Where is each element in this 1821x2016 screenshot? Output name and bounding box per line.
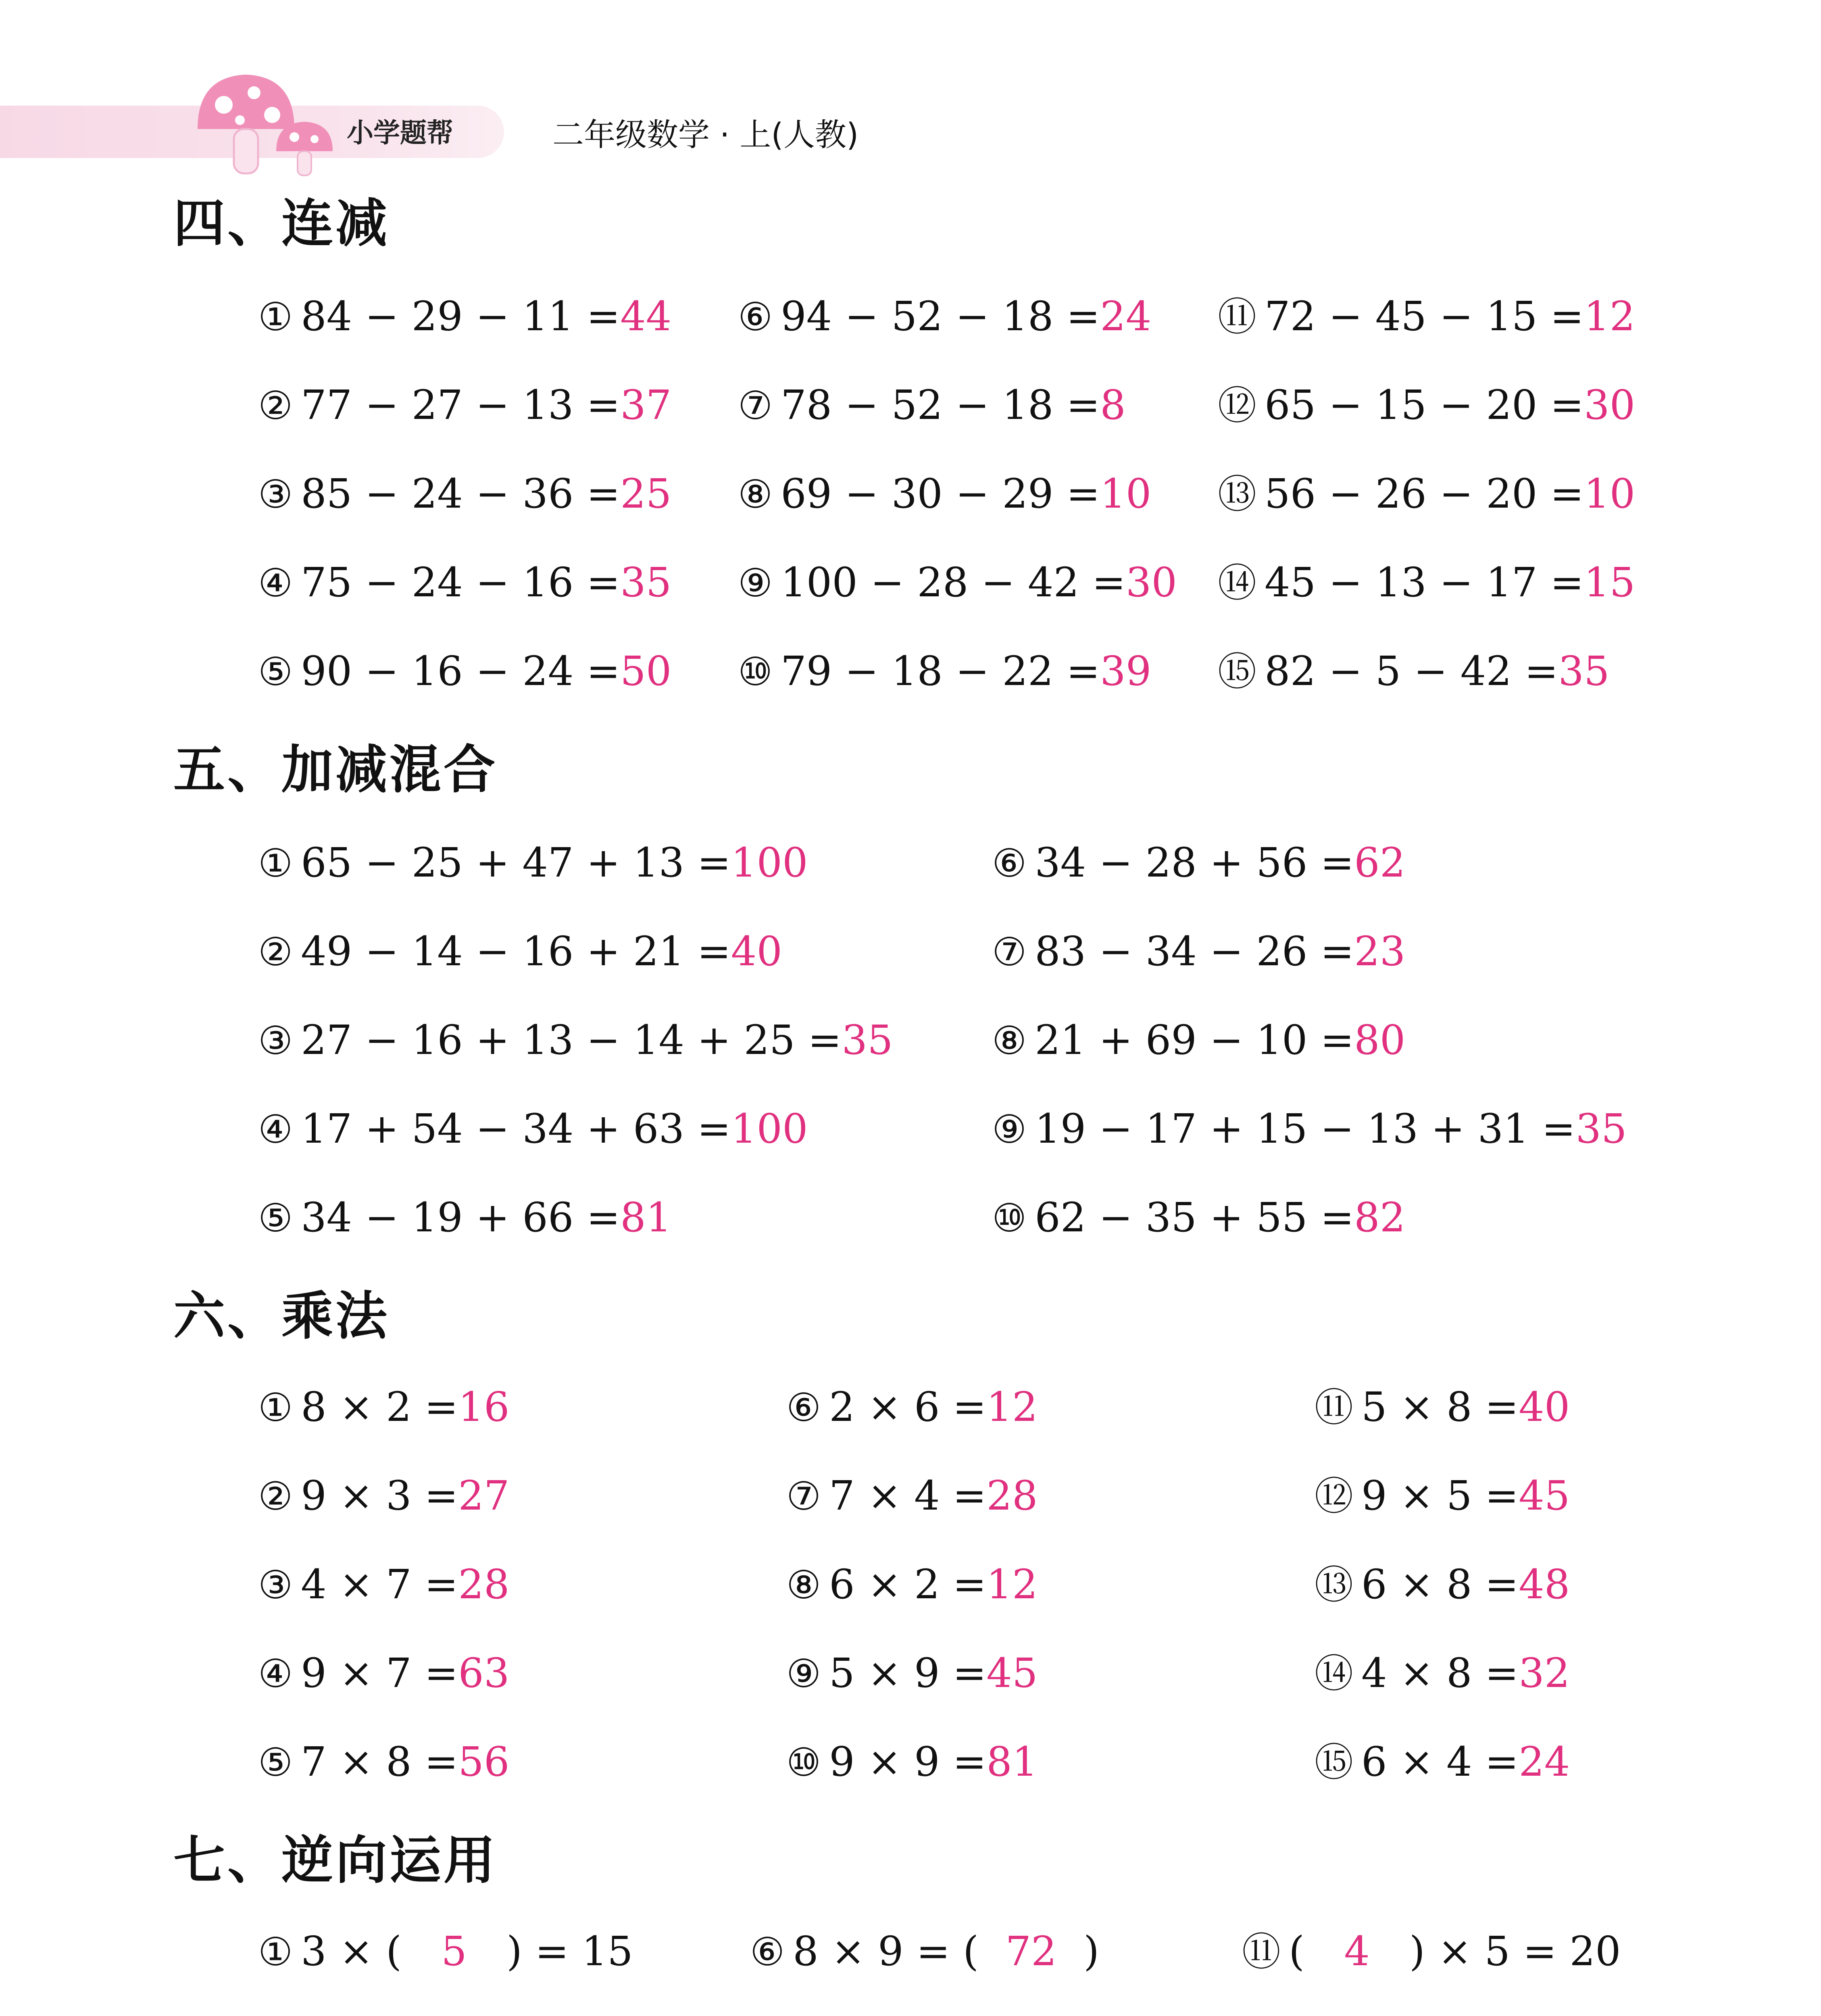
answer: 62 xyxy=(1354,839,1406,886)
problem-row: ⑮ 6 × 4 =24 xyxy=(1315,1738,1570,1785)
answer: 12 xyxy=(986,1383,1038,1431)
answer: 27 xyxy=(458,1472,510,1519)
answer: 45 xyxy=(1519,1472,1570,1519)
problem-row: ① 84 − 29 − 11 =44 xyxy=(258,293,672,340)
problem-row: ② 9 × 3 =27 xyxy=(258,1472,510,1519)
answer: 12 xyxy=(986,1561,1038,1608)
answer: 81 xyxy=(620,1194,672,1241)
problem-row: ⑨ 5 × 9 =45 xyxy=(786,1649,1038,1697)
answer: 45 xyxy=(986,1649,1038,1697)
problem-row: ⑪ ( 4 ) × 5 = 20 xyxy=(1242,1928,1621,1975)
problem-row: ⑦ 83 − 34 − 26 =23 xyxy=(992,928,1406,975)
answer: 44 xyxy=(620,293,672,340)
answer: 100 xyxy=(731,1105,808,1152)
problem-row: ⑩ 62 − 35 + 55 =82 xyxy=(992,1194,1406,1241)
answer: 48 xyxy=(1519,1561,1570,1608)
answer: 81 xyxy=(986,1738,1038,1785)
answer: 25 xyxy=(620,470,672,517)
answer: 35 xyxy=(1558,648,1610,695)
problem-row: ⑥ 2 × 6 =12 xyxy=(786,1383,1038,1431)
answer: 28 xyxy=(986,1472,1038,1519)
problem-row: ① 65 − 25 + 47 + 13 =100 xyxy=(258,839,808,886)
answer: 12 xyxy=(1584,293,1636,340)
problem-row: ⑧ 21 + 69 − 10 =80 xyxy=(992,1016,1406,1064)
subject-title: 二年级数学 · 上(人教) xyxy=(552,117,859,153)
problem-row: ⑫ 65 − 15 − 20 =30 xyxy=(1218,381,1636,429)
problem-row: ⑩ 9 × 9 =81 xyxy=(786,1738,1038,1785)
problem-row: ⑨ 100 − 28 − 42 =30 xyxy=(738,559,1177,606)
problem-row: ① 8 × 2 =16 xyxy=(258,1383,510,1431)
section-6-title: 六、乘法 xyxy=(173,1286,390,1346)
answer: 63 xyxy=(458,1649,510,1697)
answer: 30 xyxy=(1125,559,1177,606)
answer: 30 xyxy=(1584,381,1636,429)
problem-row: ⑪ 5 × 8 =40 xyxy=(1315,1383,1570,1431)
answer: 35 xyxy=(1575,1105,1627,1152)
answer: 40 xyxy=(731,928,782,975)
problem-row: ⑦ 78 − 52 − 18 =8 xyxy=(738,381,1126,429)
section-7-title: 七、逆向运用 xyxy=(173,1831,498,1891)
answer: 39 xyxy=(1100,648,1152,695)
problem-row: ③ 27 − 16 + 13 − 14 + 25 =35 xyxy=(258,1016,893,1064)
answer: 15 xyxy=(1584,559,1636,606)
answer: 40 xyxy=(1519,1383,1570,1431)
section-5-title: 五、加减混合 xyxy=(173,740,498,800)
problem-row: ⑥ 8 × 9 = ( 72 ) xyxy=(750,1928,1100,1975)
problem-row: ⑥ 34 − 28 + 56 =62 xyxy=(992,839,1406,886)
problem-row: ⑨ 19 − 17 + 15 − 13 + 31 =35 xyxy=(992,1105,1627,1152)
problem-row: ④ 75 − 24 − 16 =35 xyxy=(258,559,672,606)
problem-row: ① 3 × ( 5 ) = 15 xyxy=(258,1928,633,1975)
answer: 8 xyxy=(1100,381,1126,429)
problem-row: ⑤ 90 − 16 − 24 =50 xyxy=(258,648,672,695)
answer: 32 xyxy=(1519,1649,1570,1697)
answer: 35 xyxy=(842,1016,893,1064)
section-4-title: 四、连减 xyxy=(173,194,390,254)
answer: 10 xyxy=(1584,470,1636,517)
problem-row: ⑤ 34 − 19 + 66 =81 xyxy=(258,1194,672,1241)
problem-row: ③ 85 − 24 − 36 =25 xyxy=(258,470,672,517)
problem-row: ⑥ 94 − 52 − 18 =24 xyxy=(738,293,1152,340)
answer: 100 xyxy=(731,839,808,886)
answer: 4 xyxy=(1344,1928,1370,1975)
answer: 23 xyxy=(1354,928,1406,975)
problem-row: ⑤ 7 × 8 =56 xyxy=(258,1738,510,1785)
problem-row: ④ 17 + 54 − 34 + 63 =100 xyxy=(258,1105,808,1152)
problem-row: ⑭ 45 − 13 − 17 =15 xyxy=(1218,559,1636,606)
problem-row: ③ 4 × 7 =28 xyxy=(258,1561,510,1608)
answer: 50 xyxy=(620,648,672,695)
answer: 16 xyxy=(458,1383,510,1431)
problem-row: ⑪ 72 − 45 − 15 =12 xyxy=(1218,293,1636,340)
answer: 5 xyxy=(441,1928,467,1975)
problem-row: ⑭ 4 × 8 =32 xyxy=(1315,1649,1570,1697)
small-mushroom-icon xyxy=(274,117,335,177)
answer: 82 xyxy=(1354,1194,1406,1241)
problem-row: ⑮ 82 − 5 − 42 =35 xyxy=(1218,648,1610,695)
problem-row: ⑫ 9 × 5 =45 xyxy=(1315,1472,1570,1519)
answer: 72 xyxy=(1005,1928,1057,1975)
answer: 80 xyxy=(1354,1016,1406,1064)
answer: 37 xyxy=(620,381,672,429)
problem-row: ⑩ 79 − 18 − 22 =39 xyxy=(738,648,1152,695)
problem-row: ⑧ 6 × 2 =12 xyxy=(786,1561,1038,1608)
problem-row: ② 49 − 14 − 16 + 21 =40 xyxy=(258,928,782,975)
problem-row: ⑦ 7 × 4 =28 xyxy=(786,1472,1038,1519)
answer: 10 xyxy=(1100,470,1152,517)
problem-row: ⑬ 6 × 8 =48 xyxy=(1315,1561,1570,1608)
answer: 56 xyxy=(458,1738,510,1785)
answer: 24 xyxy=(1519,1738,1570,1785)
problem-row: ② 77 − 27 − 13 =37 xyxy=(258,381,672,429)
problem-row: ④ 9 × 7 =63 xyxy=(258,1649,510,1697)
problem-row: ⑧ 69 − 30 − 29 =10 xyxy=(738,470,1152,517)
answer: 28 xyxy=(458,1561,510,1608)
brand-label: 小学题帮 xyxy=(347,117,453,148)
problem-row: ⑬ 56 − 26 − 20 =10 xyxy=(1218,470,1636,517)
answer: 35 xyxy=(620,559,672,606)
answer: 24 xyxy=(1100,293,1152,340)
